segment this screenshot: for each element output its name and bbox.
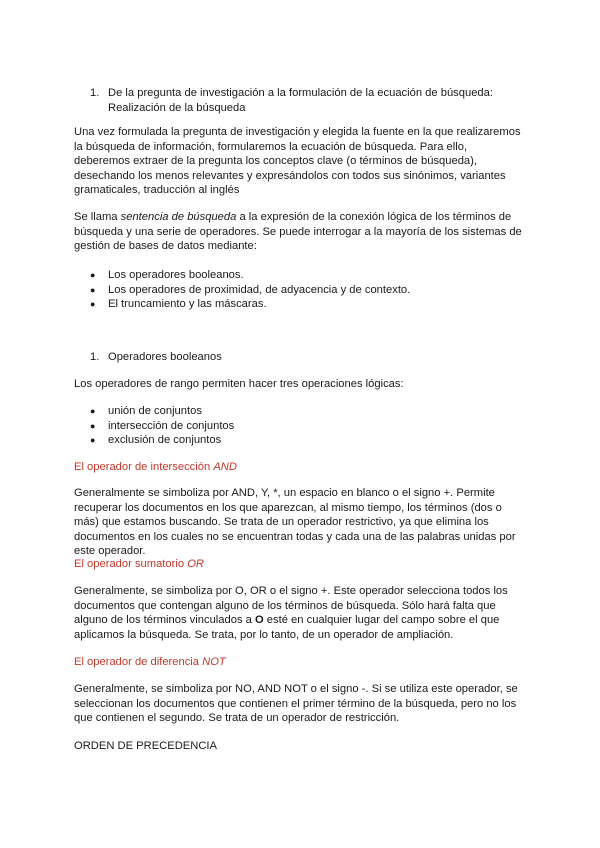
heading-number: 1. xyxy=(90,351,100,363)
logical-operations-list xyxy=(90,404,510,448)
list-item: ● intersección de conjuntos xyxy=(90,419,235,432)
bullet-icon: ● xyxy=(90,270,96,280)
or-section-title: El operador sumatorio OR xyxy=(74,558,204,570)
or-bold-letter: O xyxy=(254,614,264,627)
and-operator: AND xyxy=(213,461,237,473)
not-section-body: Generalmente, se simboliza por NO, AND NOT o el signo -. Si se utiliza este operador, se seleccionan los documentos que contienen el primer término de la búsqueda, pero no los que contienen el segundo. Se trata de un operador de restricción. xyxy=(74,683,518,725)
not-section-title: El operador de diferencia NOT xyxy=(74,656,226,668)
bullet-icon: ● xyxy=(90,420,96,431)
not-operator: NOT xyxy=(202,656,226,668)
list-item: ● El truncamiento y las máscaras. xyxy=(90,298,267,311)
or-operator: OR xyxy=(187,558,204,570)
orden-precedencia-heading: ORDEN DE PRECEDENCIA xyxy=(74,740,217,752)
bullet-icon: ● xyxy=(90,406,96,416)
heading-busqueda xyxy=(90,86,510,115)
heading-line-2: Realización de la búsqueda xyxy=(108,101,246,114)
list-item: ● Los operadores booleanos. xyxy=(90,269,244,281)
bullet-icon: ● xyxy=(90,284,96,295)
heading-number: 1. xyxy=(90,87,100,99)
heading-text: Operadores booleanos xyxy=(108,351,222,363)
heading-line-1: De la pregunta de investigación a la formulación de la ecuación de búsqueda: xyxy=(108,87,493,99)
paragraph-sentencia xyxy=(74,210,524,254)
sentencia-term: sentencia de búsqueda xyxy=(120,211,237,223)
sentencia-pre: Se llama xyxy=(74,211,121,223)
heading-booleanos xyxy=(90,350,510,365)
sentencia-post: a la expresión de la conexión lógica de los términos de búsqueda y una serie de operadores. Se puede interrogar a la mayoría de los sistemas de gestión de bases de datos mediante: xyxy=(74,211,522,253)
list-item: ● unión de conjuntos xyxy=(90,405,202,417)
and-section-title: El operador de intersección AND xyxy=(74,461,237,473)
and-section-body: Generalmente se simboliza por AND, Y, *, un espacio en blanco o el signo +. Permite recuperar los documentos en los que aparezcan, al mismo tiempo, los términos (dos o más) que estamos buscando. Se trata de un operador restrictivo, ya que elimina los documentos en los cuales no se encuentran todas y cada una de las palabras unidas por este operador. xyxy=(74,487,516,558)
paragraph-rango: Los operadores de rango permiten hacer tres operaciones lógicas: xyxy=(74,378,404,390)
paragraph-intro: Una vez formulada la pregunta de investigación y elegida la fuente en la que realizaremos la búsqueda de información, formularemos la ecuación de búsqueda. Para ello, deberemos extraer de la pregunta los conceptos clave (o términos de búsqueda), desechando los menos relevantes y expresándolos con todos sus sinónimos, variantes gramaticales, traducción al inglés xyxy=(74,126,521,197)
list-item: ● exclusión de conjuntos xyxy=(90,434,222,447)
bullet-icon: ● xyxy=(90,299,96,310)
or-section-body: Generalmente, se simboliza por O, OR o el signo +. Este operador selecciona todos los documentos que contengan alguno de los términos de búsqueda. Sólo hará falta que alguno de los términos vinculados a O esté en cualquier lugar del campo sobre el que aplicamos la búsqueda. Se trata, por lo tanto, de un operador de ampliación. xyxy=(74,585,508,641)
list-item: ● Los operadores de proximidad, de adyacencia y de contexto. xyxy=(90,283,411,296)
bullet-icon: ● xyxy=(90,435,96,446)
operator-types-list xyxy=(90,268,510,312)
